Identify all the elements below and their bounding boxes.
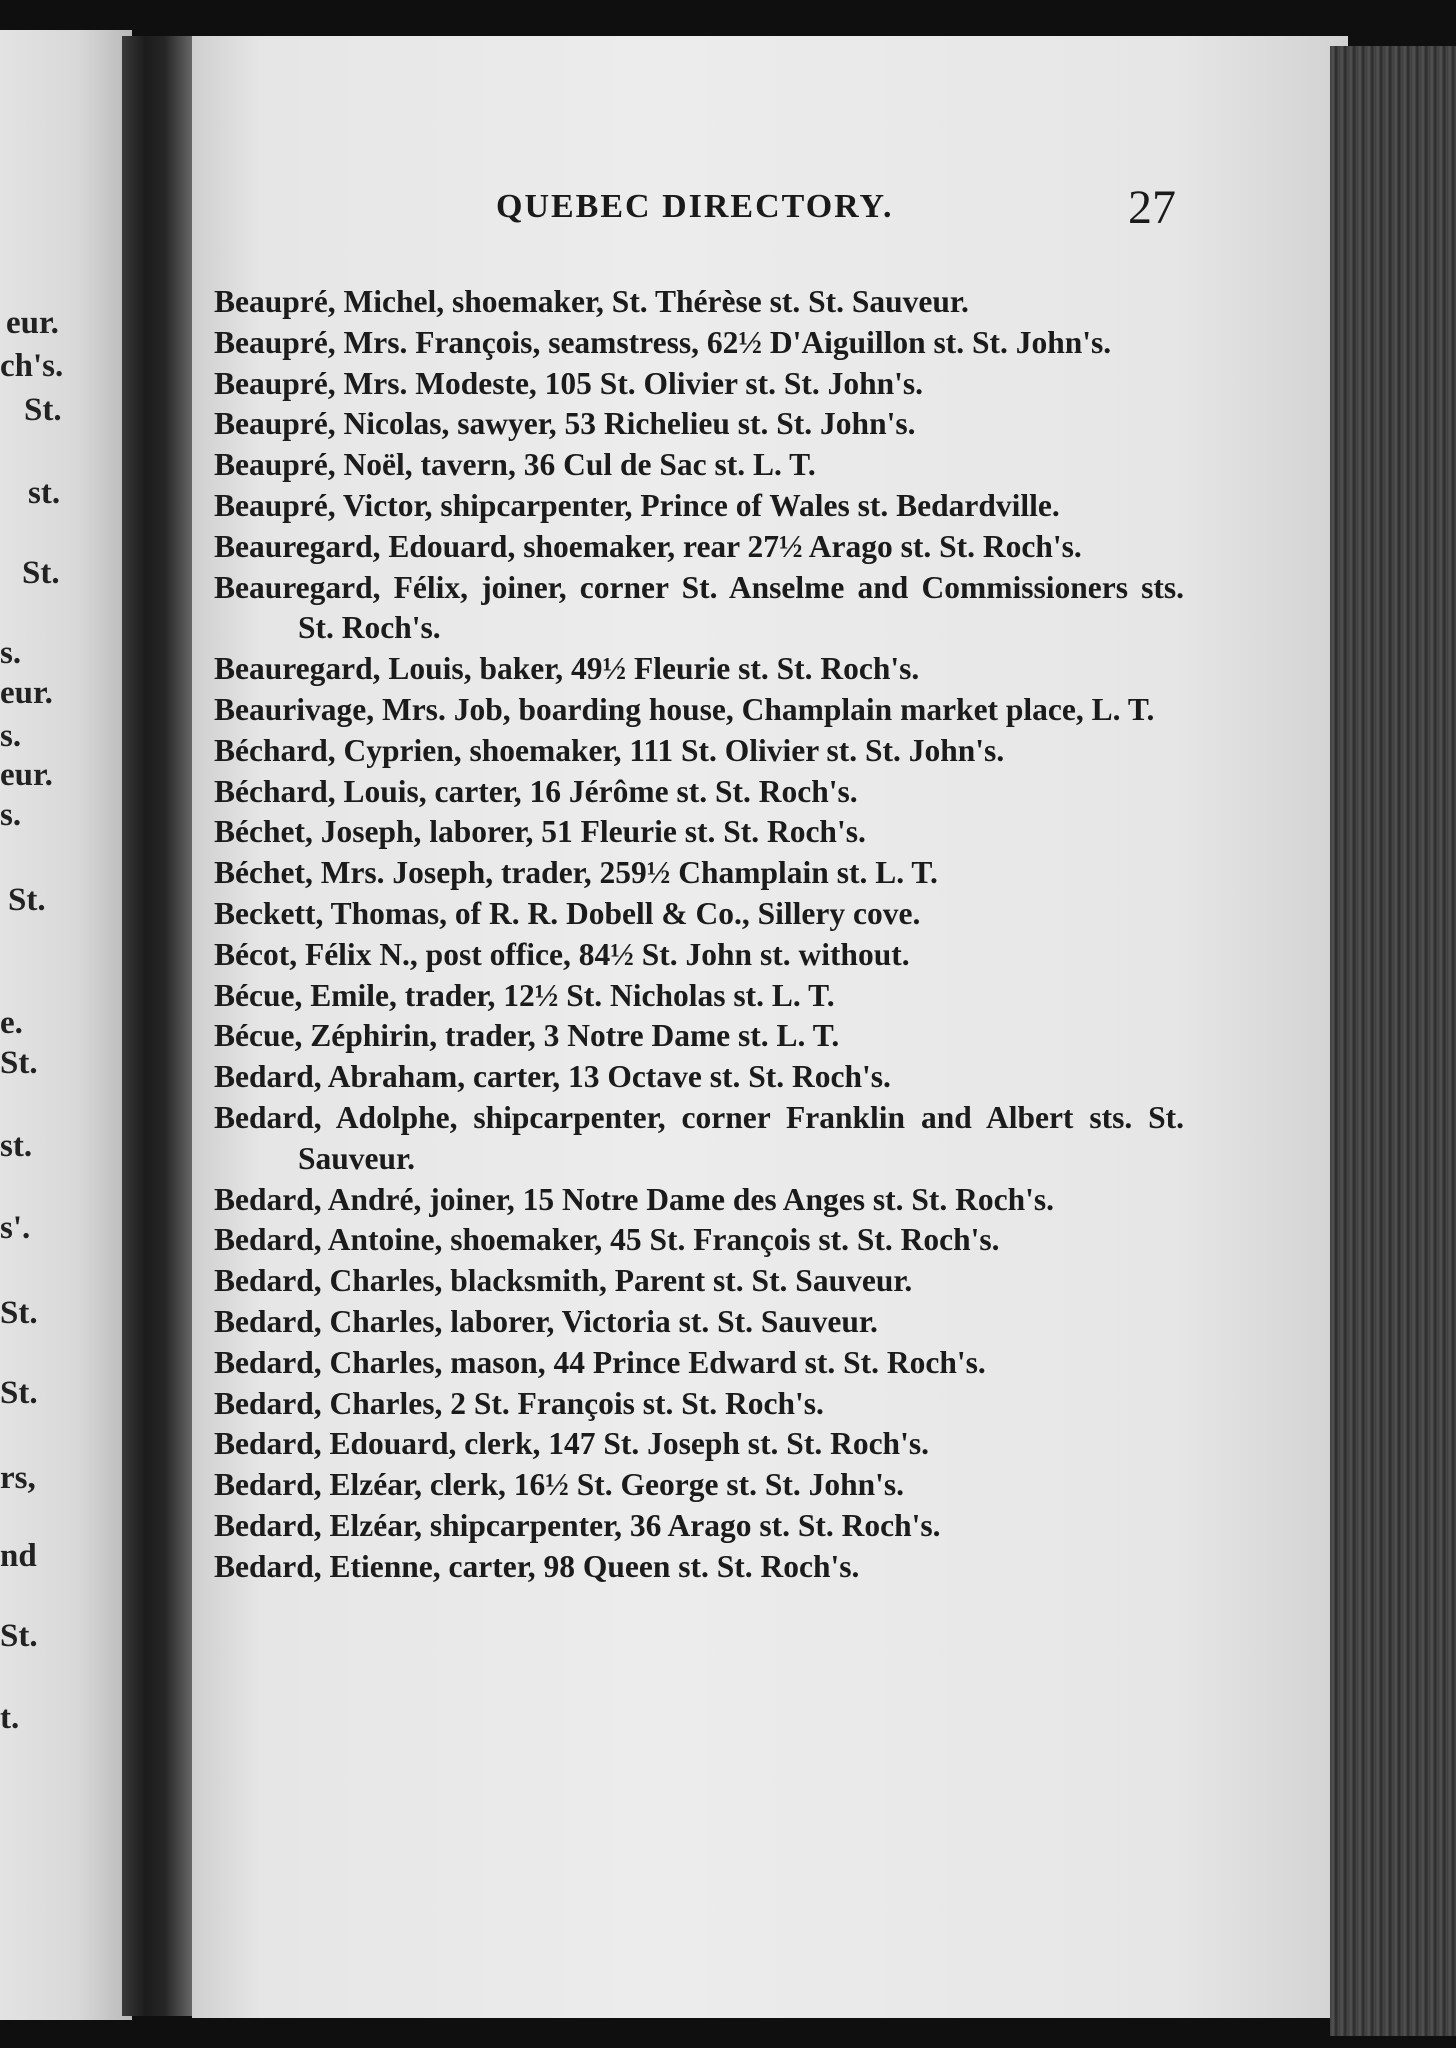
- left-page-fragment: e.: [0, 1005, 23, 1041]
- left-page-fragment: st.: [28, 475, 61, 511]
- left-page-fragment: s.: [0, 635, 22, 671]
- left-page-fragment: St.: [22, 555, 60, 591]
- directory-entry: Bedard, Charles, mason, 44 Prince Edward st. St. Roch's.: [214, 1344, 986, 1380]
- directory-entry: Bedard, Antoine, shoemaker, 45 St. François st. St. Roch's.: [214, 1222, 1000, 1258]
- directory-entry: Béchet, Joseph, laborer, 51 Fleurie st. St. Roch's.: [214, 814, 866, 850]
- left-page-fragment: eur.: [0, 675, 53, 711]
- directory-entry: Bedard, Charles, laborer, Victoria st. St. Sauveur.: [214, 1303, 878, 1339]
- directory-entry: Bedard, Edouard, clerk, 147 St. Joseph st. St. Roch's.: [214, 1426, 929, 1462]
- directory-entry: Beauregard, Félix, joiner, corner St. Anselme and Commissioners sts. St. Roch's.: [214, 569, 1184, 646]
- left-page-fragment: s.: [0, 718, 22, 754]
- directory-entry: Bedard, Elzéar, clerk, 16½ St. George st. St. John's.: [214, 1467, 905, 1503]
- directory-entry: Beaupré, Mrs. Modeste, 105 St. Olivier st. St. John's.: [214, 365, 924, 401]
- directory-entry: Bedard, Elzéar, shipcarpenter, 36 Arago st. St. Roch's.: [214, 1507, 941, 1543]
- directory-entry: Beaupré, Nicolas, sawyer, 53 Richelieu st. St. John's.: [214, 406, 916, 442]
- left-page-fragment: eur.: [0, 757, 53, 793]
- directory-entry: Bedard, Adolphe, shipcarpenter, corner Franklin and Albert sts. St. Sauveur.: [214, 1099, 1184, 1176]
- left-page-fragment: St.: [8, 882, 46, 918]
- left-page-fragment: rs,: [0, 1460, 36, 1496]
- directory-entry: Beaurivage, Mrs. Job, boarding house, Champlain market place, L. T.: [214, 691, 1155, 727]
- directory-entry: Beauregard, Edouard, shoemaker, rear 27½ Arago st. St. Roch's.: [214, 528, 1082, 564]
- directory-entry: Bedard, Abraham, carter, 13 Octave st. St. Roch's.: [214, 1059, 891, 1095]
- directory-entry: Beaupré, Noël, tavern, 36 Cul de Sac st. L. T.: [214, 447, 816, 483]
- left-page-fragment: nd: [0, 1538, 37, 1574]
- directory-entry: Beaupré, Michel, shoemaker, St. Thérèse st. St. Sauveur.: [214, 284, 969, 319]
- directory-entry: Beaupré, Victor, shipcarpenter, Prince of Wales st. Bedardville.: [214, 487, 1060, 523]
- left-page-fragment: t.: [0, 1700, 20, 1736]
- directory-entry: Béchet, Mrs. Joseph, trader, 259½ Champlain st. L. T.: [214, 855, 938, 891]
- left-facing-page: [0, 30, 132, 2020]
- book-gutter: [122, 36, 200, 2016]
- page-header: [496, 180, 1176, 240]
- running-title: QUEBEC DIRECTORY.: [496, 188, 894, 225]
- directory-entry: Bedard, André, joiner, 15 Notre Dame des Anges st. St. Roch's.: [214, 1181, 1054, 1217]
- directory-entry: Beckett, Thomas, of R. R. Dobell & Co., Sillery cove.: [214, 895, 921, 931]
- directory-entry: Bedard, Charles, blacksmith, Parent st. St. Sauveur.: [214, 1263, 913, 1299]
- directory-entry: Beaupré, Mrs. François, seamstress, 62½ D'Aiguillon st. St. John's.: [214, 324, 1112, 360]
- directory-entry: Bécue, Zéphirin, trader, 3 Notre Dame st. L. T.: [214, 1018, 840, 1054]
- page-number: 27: [1128, 181, 1176, 234]
- left-page-fragment: s'.: [0, 1210, 31, 1246]
- left-page-fragment: St.: [0, 1375, 38, 1411]
- directory-entry: Beauregard, Louis, baker, 49½ Fleurie st. St. Roch's.: [214, 651, 920, 687]
- directory-entry: Bedard, Etienne, carter, 98 Queen st. St. Roch's.: [214, 1548, 860, 1584]
- left-page-fragment: St.: [0, 1618, 38, 1654]
- left-page-fragment: St.: [0, 1295, 38, 1331]
- directory-entries: [214, 282, 1184, 1588]
- left-page-fragment: ch's.: [0, 348, 64, 384]
- left-page-fragment: st.: [0, 1128, 33, 1164]
- directory-entry: Béchard, Louis, carter, 16 Jérôme st. St. Roch's.: [214, 773, 858, 809]
- left-page-fragment: s.: [0, 797, 22, 833]
- directory-entry: Béchard, Cyprien, shoemaker, 111 St. Olivier st. St. John's.: [214, 732, 1005, 768]
- directory-entry: Bécue, Emile, trader, 12½ St. Nicholas st. L. T.: [214, 977, 835, 1013]
- left-page-fragment: eur.: [6, 305, 59, 341]
- left-page-fragment: St.: [24, 392, 62, 428]
- left-page-fragment: St.: [0, 1045, 38, 1081]
- page-edges: [1330, 46, 1456, 2036]
- directory-entry: Bécot, Félix N., post office, 84½ St. John st. without.: [214, 936, 910, 972]
- directory-entry: Bedard, Charles, 2 St. François st. St. Roch's.: [214, 1385, 824, 1421]
